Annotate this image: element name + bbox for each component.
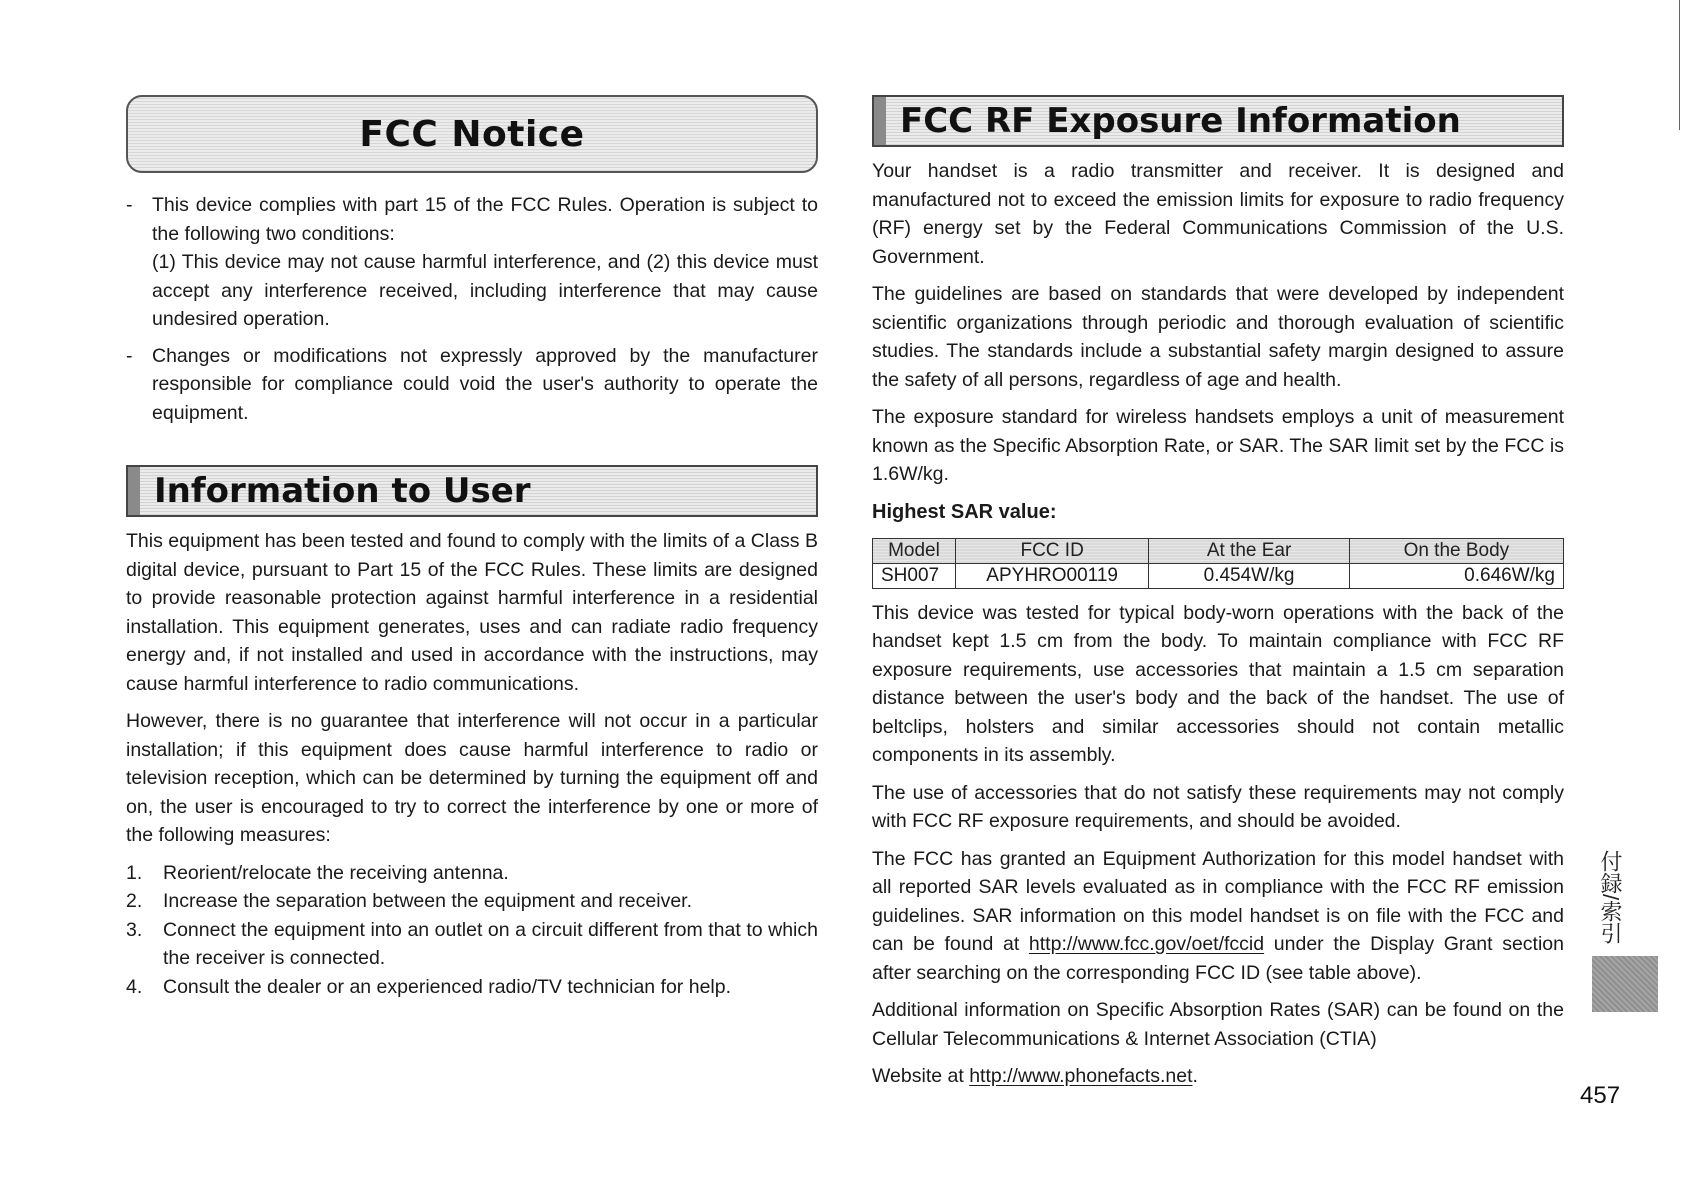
rf-paragraph: Your handset is a radio transmitter and receiver. It is designed and manufactured not to exceed the emission limits for exposure to radio frequency (RF) energy set by the Federal Communications Commission of the U.S. Government. <box>872 160 1564 268</box>
list-item <box>126 887 818 916</box>
cell-body: 0.646W/kg <box>1349 563 1563 588</box>
rf-exposure-title: FCC RF Exposure Information <box>900 101 1461 141</box>
cell-fcc-id: APYHRO00119 <box>955 563 1148 588</box>
grant-text-before: The FCC has granted an Equipment Authorization for this model handset with all reported SAR levels evaluated as in compliance with the FCC RF emission guidelines. SAR information on this model handset is on file with the FCC and can be found at <box>872 847 1564 955</box>
list-number: 3. <box>126 918 143 941</box>
website-prefix: Website at <box>872 1065 970 1087</box>
info-paragraph: This equipment has been tested and found to comply with the limits of a Class B digital device, pursuant to Part 15 of the FCC Rules. These limits are designed to provide reasonable protection against harmful interference in a residential installation. This equipment generates, uses and can radiate radio frequency energy and, if not installed and used in accordance with the instructions, may cause harmful interference to radio communications. <box>126 530 818 695</box>
list-number: 4. <box>126 975 143 998</box>
table-header-row <box>873 538 1564 563</box>
dash-bullet: - <box>126 194 133 216</box>
page-edge-line <box>1679 0 1680 130</box>
col-header-fcc-id: FCC ID <box>955 538 1148 563</box>
side-tab-marker <box>1592 956 1658 1012</box>
info-to-user-title-box <box>126 465 818 517</box>
list-item <box>126 916 818 973</box>
left-column <box>126 95 818 1001</box>
website-suffix: . <box>1192 1065 1198 1087</box>
cell-model: SH007 <box>873 563 956 588</box>
measures-list <box>126 859 818 1002</box>
phonefacts-link[interactable]: http://www.phonefacts.net <box>969 1065 1193 1087</box>
list-text: Connect the equipment into an outlet on a circuit different from that to which the receiver is connected. <box>163 918 818 969</box>
notice-paragraph: This device complies with part 15 of the FCC Rules. Operation is subject to the following two conditions: <box>152 194 818 245</box>
list-item <box>126 342 818 428</box>
table-row <box>873 563 1564 588</box>
right-column <box>872 95 1564 1100</box>
fcc-grant-paragraph <box>872 845 1564 988</box>
dash-bullet: - <box>126 344 133 367</box>
sar-heading: Highest SAR value: <box>872 500 1057 523</box>
additional-info-paragraph: Additional information on Specific Absorption Rates (SAR) can be found on the Cellular Telecommunications & Internet Association (CTIA) <box>872 999 1564 1050</box>
side-tab-label: 付録/索引 <box>1598 850 1623 945</box>
rf-paragraph: The guidelines are based on standards that were developed by independent scientific organizations through periodic and thorough evaluation of scientific studies. The standards include a substantial safety margin designed to assure the safety of all persons, regardless of age and health. <box>872 283 1564 391</box>
list-item <box>126 191 818 334</box>
notice-paragraph: Changes or modifications not expressly approved by the manufacturer responsible for compliance could void the user's authority to operate the equipment. <box>152 344 818 424</box>
fcc-id-link[interactable]: http://www.fcc.gov/oet/fccid <box>1028 933 1265 955</box>
list-number: 2. <box>126 890 143 912</box>
list-text: Increase the separation between the equipment and receiver. <box>163 890 693 912</box>
notice-paragraph: (1) This device may not cause harmful interference, and (2) this device must accept any interference received, including interference that may cause undesired operation. <box>152 251 818 330</box>
rf-paragraph: This device was tested for typical body-worn operations with the back of the handset kept 1.5 cm from the body. To maintain compliance with FCC RF exposure requirements, use accessories that maintain a 1.5 cm separation distance between the user's body and the back of the handset. The use of beltclips, holsters and similar accessories should not contain metallic components in its assembly. <box>872 601 1564 766</box>
page-number: 457 <box>1580 1082 1621 1109</box>
info-to-user-title: Information to User <box>154 471 531 511</box>
fcc-notice-list <box>126 191 818 427</box>
fcc-notice-title: FCC Notice <box>359 113 585 155</box>
rf-exposure-title-box <box>872 95 1564 147</box>
cell-ear: 0.454W/kg <box>1149 563 1349 588</box>
fcc-notice-title-box <box>126 95 818 173</box>
list-text: Consult the dealer or an experienced radio/TV technician for help. <box>163 975 732 998</box>
rf-paragraph: The exposure standard for wireless handsets employs a unit of measurement known as the Specific Absorption Rate, or SAR. The SAR limit set by the FCC is 1.6W/kg. <box>872 406 1564 485</box>
list-number: 1. <box>126 861 143 884</box>
grant-text-after: under the Display Grant section after searching on the corresponding FCC ID (see table above). <box>872 933 1564 984</box>
list-item <box>126 859 818 888</box>
list-item <box>126 973 818 1002</box>
info-paragraph: However, there is no guarantee that interference will not occur in a particular installation; if this equipment does cause harmful interference to radio or television reception, which can be determined by turning the equipment off and on, the user is encouraged to try to correct the interference by one or more of the following measures: <box>126 710 818 846</box>
website-line <box>872 1062 1564 1091</box>
col-header-ear: At the Ear <box>1149 538 1349 563</box>
col-header-body: On the Body <box>1349 538 1563 563</box>
col-header-model: Model <box>873 538 956 563</box>
list-text: Reorient/relocate the receiving antenna. <box>163 861 509 884</box>
rf-paragraph: The use of accessories that do not satisfy these requirements may not comply with FCC RF exposure requirements, and should be avoided. <box>872 781 1564 832</box>
sar-table <box>872 538 1564 589</box>
